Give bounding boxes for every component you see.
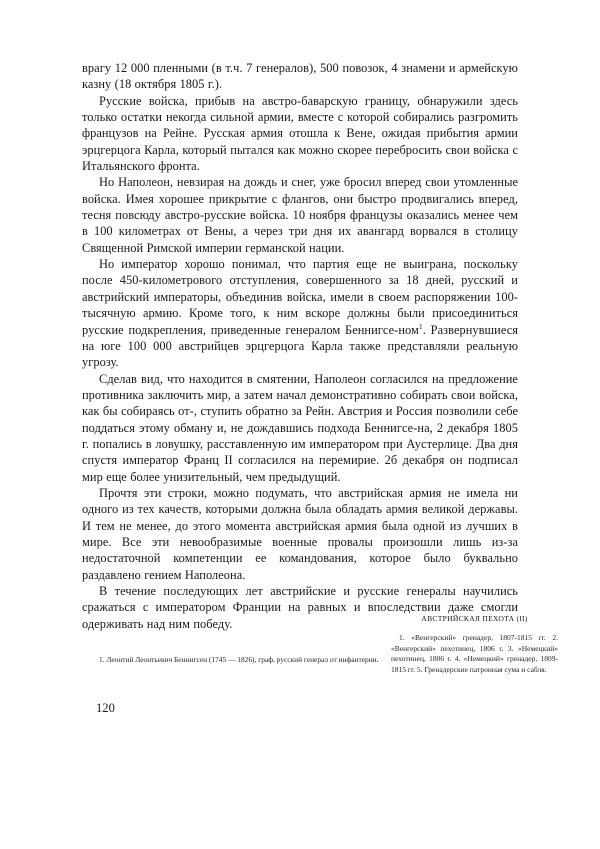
body-paragraph: Но Наполеон, невзирая на дождь и снег, уже бросил вперед свои утомленные войска. Имея хорошее прикрытие с флангов, они быстро продвигались вперед, тесня повсюду австро-русские войска. 10 ноября французы оказались менее чем в 100 километрах от Вены, а через три дня их авангард ворвался в столицу Священной Римской империи германской нации. xyxy=(82,175,518,255)
plate-caption-title: АВСТРИЙСКАЯ ПЕХОТА (II) xyxy=(421,614,528,623)
paragraph-text-after-reference: . Развернувшиеся на юге 100 000 австрийцев эрцгерцога Карла также представляли реальную угрозу. xyxy=(82,322,518,370)
body-paragraph: Прочтя эти строки, можно подумать, что австрийская армия не имела ни одного из тех качеств, которыми должна была обладать армия великой державы. И тем не менее, до этого момента австрийская армия была одной из лучших в мире. Все эти невообразимые военные провалы произошли лишь из-за недостаточной компетенции ее командования, которое было буквально раздавлено гением Наполеона. xyxy=(82,485,518,582)
body-paragraph: Сделав вид, что находится в смятении, Наполеон согласился на предложение противника заключить мир, а затем начал демонстративно собирать свои войска, как бы собираясь от-, ступить обратно за Рейн. Австрия и Россия позволили себе поддаться этому обману и, не дождавшись подхода Беннигсе-на, 2 декабря 1805 г. попались в ловушку, расставленную им императором при Аустерлице. Два дня спустя император Франц II согласился на перемирие. 2б декабря он подписал мир еще более унизительный, чем предыдущий. xyxy=(82,371,518,484)
plate-caption-block xyxy=(391,614,558,675)
page-number: 120 xyxy=(96,701,115,715)
paragraph-text-before-reference: Но император хорошо понимал, что партия еще не выиграна, поскольку после 450-километрового отступления, совершенного за 18 дней, русский и австрийский императоры, объединив войска, имели в своем распоряжении 100-тысячную армию. Кроме того, к ним вскоре должны были присоединиться русские подкрепления, приведенные генералом Беннигсе-ном xyxy=(82,257,518,337)
main-text-column xyxy=(82,60,518,632)
body-paragraph: врагу 12 000 пленными (в т.ч. 7 генералов), 500 повозок, 4 знамени и армейскую казну (18 октября 1805 г.). xyxy=(82,61,518,92)
body-paragraph: В течение последующих лет австрийские и русские генералы научились сражаться с императором Франции на равных и впоследствии даже смогли одерживать над ним победу. xyxy=(82,584,518,631)
plate-caption-text: 1. «Венгерский» гренадер, 1807-1815 гг. 2. «Венгерский» пехотинец, 1806 г. 3. «Немецкий» пехотинец, 1806 г. 4. «Немецкий» гренадер, 1809-1815 гг. 5. Гренадерские патронная сума и сабля. xyxy=(391,633,558,674)
footnote-text: 1. Леонтий Леонтьевич Беннигсен (1745 — 1826), граф, русский генерал от инфантерии. xyxy=(99,655,379,664)
body-paragraph-with-footnote-ref xyxy=(82,256,518,370)
footnote-reference-marker[interactable]: 1 xyxy=(418,321,423,331)
body-paragraph: Русские войска, прибыв на австро-баварскую границу, обнаружили здесь только остатки некогда сильной армии, вместе с которой собирались разгромить французов на Рейне. Русская армия отошла к Вене, ожидая прибытия армии эрцгерцога Карла, который пытался как можно скорее перебросить свои войска с Итальянского фронта. xyxy=(82,93,518,174)
footnote-block xyxy=(82,655,400,666)
